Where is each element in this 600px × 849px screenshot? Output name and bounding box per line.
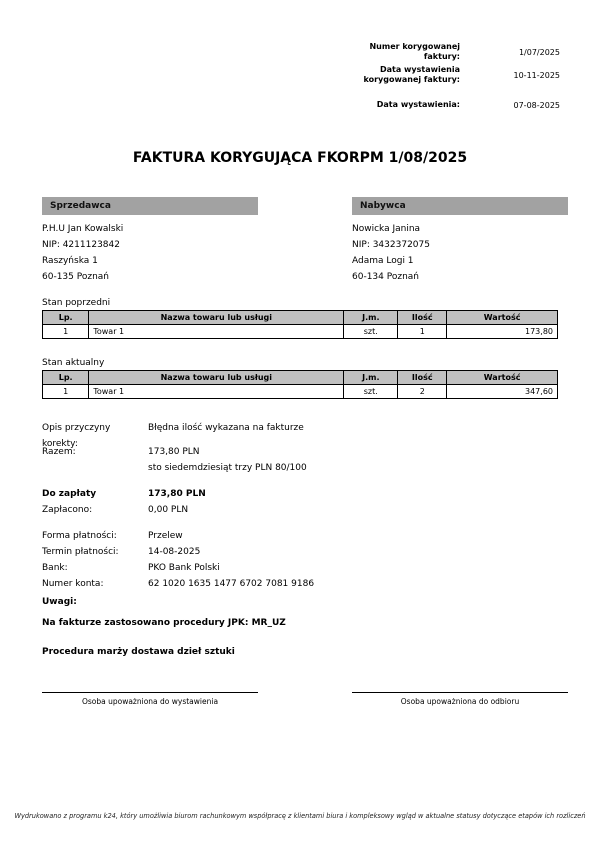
seller-nip: NIP: 4211123842 [42,240,120,250]
cell-qty: 2 [398,385,447,399]
seller-details [42,221,258,285]
buyer-street: Adama Logi 1 [352,256,414,266]
document-title: FAKTURA KORYGUJĄCA FKORPM 1/08/2025 [132,150,468,166]
seller-city: 60-135 Poznań [42,272,109,282]
notes-jpk-line: Na fakturze zastosowano procedury JPK: MR_UZ [42,618,286,628]
amount-due-section [42,486,206,518]
col-value: Wartość [447,311,558,325]
account-number-value: 62 1020 1635 1477 6702 7081 9186 [148,579,315,589]
notes-section [42,597,286,657]
corrected-invoice-issue-date-row [328,65,560,85]
previous-state-label: Stan poprzedni [42,298,111,308]
cell-lp: 1 [43,325,89,339]
seller-name: P.H.U Jan Kowalski [42,224,124,234]
buyer-city: 60-134 Poznań [352,272,419,282]
payment-method-value: Przelew [148,531,183,541]
col-unit: J.m. [344,311,398,325]
previous-state-section [42,298,558,339]
notes-margin-procedure-line: Procedura marży dostawa dzieł sztuki [42,647,235,657]
amount-due-value: 173,80 PLN [148,489,206,499]
cell-name: Towar 1 [89,325,344,339]
current-state-section [42,358,558,399]
cell-lp: 1 [43,385,89,399]
cell-qty: 1 [398,325,447,339]
col-qty: Ilość [398,371,447,385]
col-qty: Ilość [398,311,447,325]
total-in-words: sto siedemdziesiąt trzy PLN 80/100 [148,463,307,473]
bank-label: Bank: [42,563,68,573]
print-program-footer: Wydrukowano z programu k24, który umożliwia biurom rachunkowym współpracę z klientami biura i kompleksowy wgląd w aktualne statusy dotyczące etapów ich rozliczeń [14,812,586,820]
correction-reason-value: Błędna ilość wykazana na fakturze [148,423,304,433]
issue-date-row [328,100,560,110]
signature-receiver-label: Osoba upoważniona do odbioru [400,697,520,706]
seller-street: Raszyńska 1 [42,256,98,266]
col-value: Wartość [447,371,558,385]
total-label: Razem: [42,447,76,457]
account-number-label: Numer konta: [42,579,104,589]
payment-method-label: Forma płatności: [42,531,117,541]
cell-unit: szt. [344,385,398,399]
seller-section [42,197,258,285]
amount-paid-label: Zapłacono: [42,505,93,515]
current-state-table [42,370,558,399]
buyer-nip: NIP: 3432372075 [352,240,430,250]
header-fields [328,42,560,113]
amount-due-label: Do zapłaty [42,489,97,499]
issue-date-label: Data wystawienia: [376,100,460,109]
signature-issuer [42,692,258,706]
col-lp: Lp. [43,311,89,325]
signature-receiver [352,692,568,706]
corrected-invoice-number-label: Numer korygowanej faktury: [369,42,460,61]
total-words-spacer [42,460,148,476]
col-lp: Lp. [43,371,89,385]
table-header-row [43,371,558,385]
payment-term-value: 14-08-2025 [148,547,201,557]
payment-info-section [42,528,314,592]
buyer-section-header: Nabywca [352,197,568,215]
col-unit: J.m. [344,371,398,385]
table-header-row [43,311,558,325]
cell-value: 173,80 [447,325,558,339]
cell-name: Towar 1 [89,385,344,399]
buyer-details [352,221,568,285]
col-name: Nazwa towaru lub usługi [89,371,344,385]
col-name: Nazwa towaru lub usługi [89,311,344,325]
buyer-section [352,197,568,285]
issue-date-value: 07-08-2025 [513,100,560,110]
table-row [43,325,558,339]
previous-state-table [42,310,558,339]
amount-paid-value: 0,00 PLN [148,505,189,515]
signature-issuer-label: Osoba upoważniona do wystawienia [81,697,219,706]
corrected-invoice-issue-date-label: Data wystawienia korygowanej faktury: [363,65,460,84]
current-state-label: Stan aktualny [42,358,105,368]
buyer-name: Nowicka Janina [352,224,421,234]
correction-reason-label: Opis przyczyny korekty: [42,423,111,449]
corrected-invoice-number-value: 1/07/2025 [518,47,560,57]
payment-term-label: Termin płatności: [42,547,119,557]
corrected-invoice-issue-date-value: 10-11-2025 [513,70,560,80]
cell-value: 347,60 [447,385,558,399]
seller-section-header: Sprzedawca [42,197,258,215]
total-section [42,444,307,476]
bank-value: PKO Bank Polski [148,563,220,573]
notes-label: Uwagi: [42,597,77,607]
total-value: 173,80 PLN [148,447,200,457]
corrected-invoice-number-row [328,42,560,62]
table-row [43,385,558,399]
cell-unit: szt. [344,325,398,339]
